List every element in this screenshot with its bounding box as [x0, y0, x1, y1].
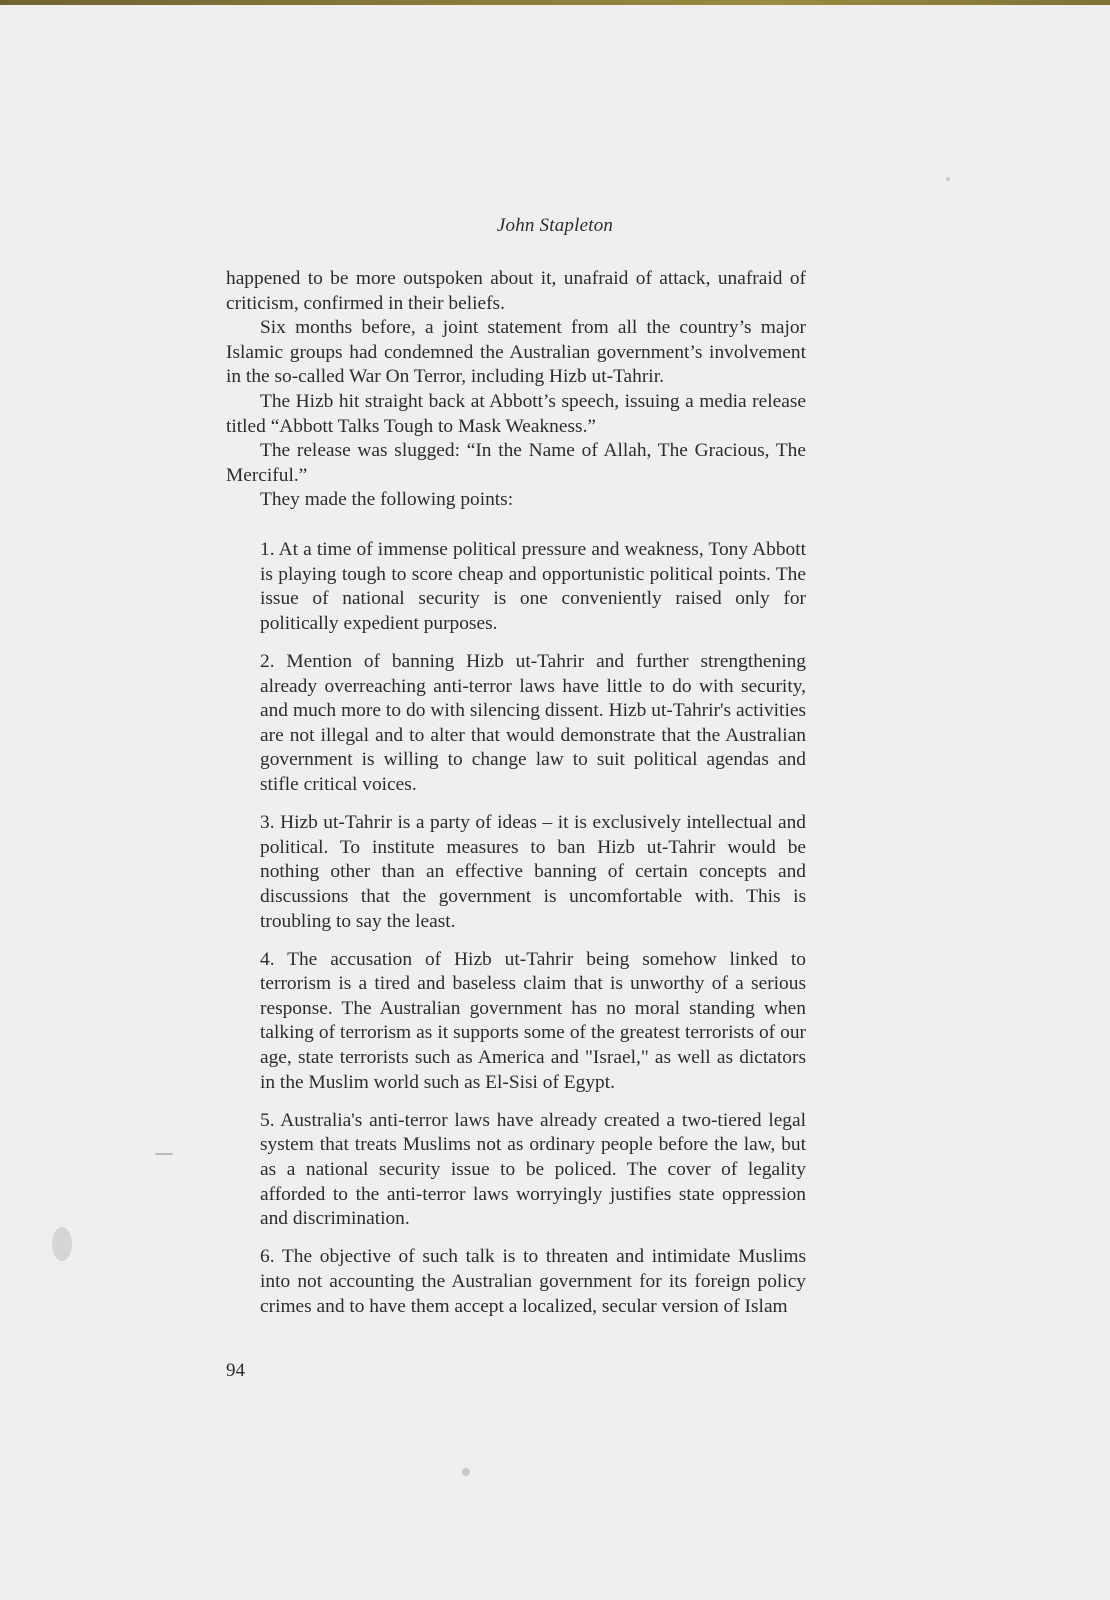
point-item: 2. Mention of banning Hizb ut-Tahrir and further strengthening already overreaching anti-terror laws have little to do with security, and much more to do with silencing dissent. Hizb ut-Tahrir's activities are not illegal and to alter that would demonstrate that the Australian government is willing to change law to suit political agendas and stifle critical voices.	[260, 650, 806, 795]
paragraph: They made the following points:	[260, 489, 514, 511]
point-item: 3. Hizb ut-Tahrir is a party of ideas – it is exclusively intellectual and political. To institute measures to ban Hizb ut-Tahrir would be nothing other than an effective banning of certain concepts and discussions that the government is uncomfortable with. This is troubling to say the least.	[260, 812, 806, 932]
paragraph: happened to be more outspoken about it, unafraid of attack, unafraid of criticism, confirmed in their beliefs.	[226, 268, 806, 314]
running-head: John Stapleton	[496, 215, 614, 236]
point-item: 6. The objective of such talk is to threaten and intimidate Muslims into not accounting the Australian government for its foreign policy crimes and to have them accept a localized, secular version of Islam	[260, 1246, 806, 1317]
scan-speck	[52, 1227, 72, 1261]
point-item: 4. The accusation of Hizb ut-Tahrir being somehow linked to terrorism is a tired and baseless claim that is unworthy of a serious response. The Australian government has no moral standing when talking of terrorism as it supports some of the greatest terrorists of our age, state terrorists such as America and "Israel," as well as dictators in the Muslim world such as El-Sisi of Egypt.	[260, 948, 806, 1093]
paragraph: The release was slugged: “In the Name of Allah, The Gracious, The Merciful.”	[226, 440, 806, 486]
body-text	[226, 267, 806, 513]
point-item: 1. At a time of immense political pressure and weakness, Tony Abbott is playing tough to score cheap and opportunistic political points. The issue of national security is one conveniently raised only for politically expedient purposes.	[260, 539, 806, 634]
scan-speck	[462, 1468, 470, 1476]
numbered-points	[260, 538, 806, 1333]
paragraph: Six months before, a joint statement from all the country’s major Islamic groups had condemned the Australian government’s involvement in the so-called War On Terror, including Hizb ut-Tahrir.	[226, 317, 806, 388]
scan-speck	[155, 1153, 173, 1155]
paragraph: The Hizb hit straight back at Abbott’s speech, issuing a media release titled “Abbott Talks Tough to Mask Weakness.”	[226, 390, 806, 437]
point-item: 5. Australia's anti-terror laws have already created a two-tiered legal system that treats Muslims not as ordinary people before the law, but as a national security issue to be policed. The cover of legality afforded to the anti-terror laws worryingly justifies state oppression and discrimination.	[260, 1109, 806, 1230]
scan-speck	[946, 177, 950, 181]
page-number: 94	[226, 1360, 245, 1381]
